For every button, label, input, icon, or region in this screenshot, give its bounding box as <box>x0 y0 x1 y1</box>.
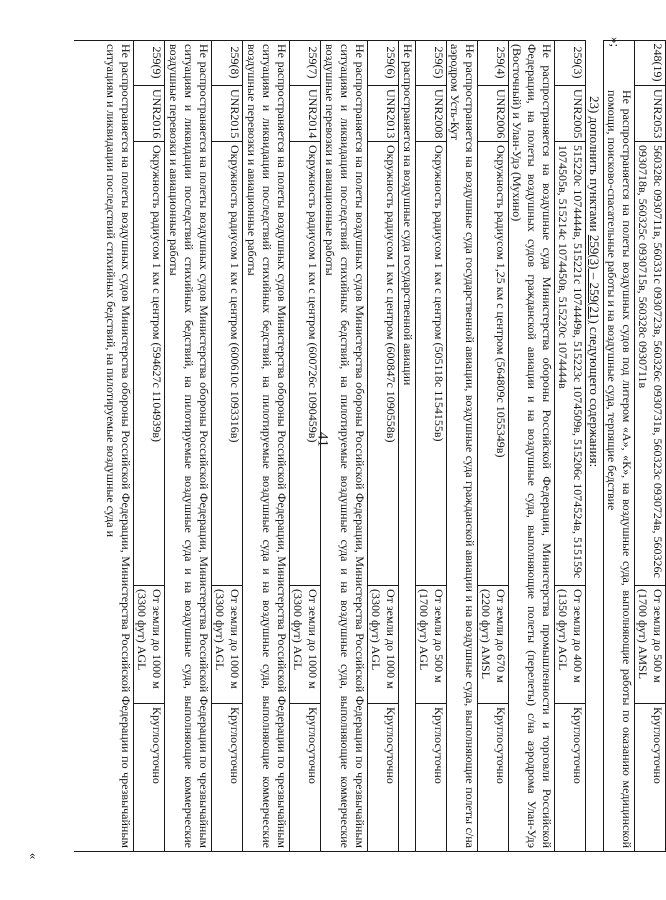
row-number: 259(9) <box>134 40 164 86</box>
zone-boundary: 515220с 1074444в, 515221с 1074449в, 515223с 1074509в, 515206с 1074524в, 515159с 1074505в, 515214с 1074450в, 515220с 1074444в <box>555 142 585 586</box>
zone-altitude: От земли до 500 м (1700 фут) AGL <box>416 586 446 704</box>
zone-schedule: Круглосуточно <box>494 707 508 784</box>
opening-quote-mark: « <box>26 852 42 860</box>
row-note: Не распространяется на полеты воздушных судов Министерства обороны Российской Федерации, Министерства Российской Федерации по чрезвычайным ситуациям и ликвидации последствий стихийных бедствий, на пилотируемые воздушные суда и на воздушные суда, выполняющие коммерческие воздушные перевозки и авиационные работы <box>245 44 289 848</box>
row-divider <box>415 40 416 852</box>
row-divider <box>477 40 478 852</box>
row-note: Не распространяется на воздушные суда государственной авиации, воздушные суда гражданской авиации и на воздушные суда, выполняющие полеты с/на аэродром Усть-Кут <box>448 44 477 848</box>
row-note: Не распространяется на полеты воздушных судов под литером «А», «К», на воздушные суда, выполняющие работы по оказанию медицинской помощи, поисково-спасательные работы и на воздушные суда, терпящие бедствие <box>605 90 634 848</box>
row-number: 259(3) <box>555 40 585 86</box>
zone-altitude: От земли до 1000 м (3300 фут) AGL <box>368 586 398 704</box>
zone-schedule: Круглосуточно <box>228 707 242 784</box>
zone-altitude: От земли до 1000 м (3300 фут) AGL <box>290 586 320 704</box>
row-divider <box>133 40 134 852</box>
table-row <box>290 40 320 852</box>
clause-range: 259(3) – 259(21) <box>587 234 602 324</box>
zone-code: UNR2008 <box>416 86 446 142</box>
row-note: Не распространяется на воздушные суда Министерства обороны Российской Федерации, Министерства промышленности и торговли Российской Федерации, на полеты воздушных судов гражданской авиации и на воздушные суда, выполняющие полеты (перелеты) с/на аэродрома Улан-Удэ (Восточный) и Улан-Удэ (Мухино) <box>510 44 554 848</box>
zone-altitude: От земли до 500 м (1700 фут) AMSL <box>635 586 665 704</box>
zone-schedule: Круглосуточно <box>651 707 665 784</box>
row-note: Не распространяется на полеты воздушных судов Министерства обороны Российской Федерации, Министерства Российской Федерации по чрезвычайным ситуациям и ликвидации последствий стихийных бедствий, на пилотируемые воздушные суда и на воздушные суда, выполняющие коммерческие воздушные перевозки и авиационные работы <box>167 44 211 848</box>
clause-23 <box>587 96 602 467</box>
row-divider <box>367 40 368 852</box>
row-note: Не распространяется на полеты воздушных судов Министерства обороны Российской Федерации, Министерства Российской Федерации по чрезвычайным ситуациям и ликвидации последствий стихийных бедствий, на пилотируемые воздушные суда и <box>104 44 133 848</box>
zone-schedule: Круглосуточно <box>306 707 320 784</box>
zone-code: UNR2005 <box>555 86 585 142</box>
row-number: 248(19) <box>635 40 665 86</box>
zone-code: UNR2015 <box>212 86 242 142</box>
row-number: 259(4) <box>478 40 508 86</box>
zone-altitude: От земли до 400 м (1350 фут) AGL <box>555 586 585 704</box>
clause-prefix: 23) дополнить пунктами <box>587 96 602 235</box>
rotated-table-block <box>74 40 666 852</box>
zone-altitude: От земли до 1000 м (3300 фут) AGL <box>134 586 164 704</box>
zone-boundary: Окружность радиусом 1,25 км с центром (564809с 1055349в) <box>478 142 508 586</box>
zone-boundary: Окружность радиусом 1 км с центром (594627с 1104939в) <box>134 142 164 586</box>
zone-boundary: Окружность радиусом 1 км с центром (505118с 1154155в) <box>416 142 446 586</box>
row-divider <box>554 40 555 852</box>
closing-quote-mark: »; <box>608 36 624 48</box>
table-row <box>555 40 585 852</box>
row-number: 259(5) <box>416 40 446 86</box>
table-row <box>134 40 164 852</box>
zone-altitude: От земли до 670 м (2200 фут) AMSL <box>478 586 508 704</box>
zone-boundary: Окружность радиусом 1 км с центром (600610с 1093316в) <box>212 142 242 586</box>
zone-schedule: Круглосуточно <box>150 707 164 784</box>
row-divider <box>289 40 290 852</box>
zone-code: UNR2014 <box>290 86 320 142</box>
table-row <box>478 40 508 852</box>
zone-schedule: Круглосуточно <box>432 707 446 784</box>
row-note: Не распространяется на полеты воздушных судов Министерства обороны Российской Федерации, Министерства Российской Федерации по чрезвычайным ситуациям и ликвидации последствий стихийных бедствий, на пилотируемые воздушные суда и на воздушные суда, выполняющие коммерческие воздушные перевозки и авиационные работы <box>323 44 367 848</box>
table-top-border <box>585 40 586 852</box>
row-divider <box>634 40 635 852</box>
zone-altitude: От земли до 1000 м (3300 фут) AGL <box>212 586 242 704</box>
zone-code: UNR2006 <box>478 86 508 142</box>
zone-code: UNR2053 <box>635 86 665 142</box>
row-divider <box>211 40 212 852</box>
table-row <box>368 40 398 852</box>
table-row <box>416 40 446 852</box>
row-note: Не распространяется на воздушные суда государственной авиации <box>401 44 415 386</box>
zone-boundary: Окружность радиусом 1 км с центром (600847с 1090558в) <box>368 142 398 586</box>
row-divider <box>603 40 604 852</box>
page-number: 41 <box>314 432 331 447</box>
row-number: 259(7) <box>290 40 320 86</box>
row-divider <box>242 40 243 852</box>
row-number: 259(8) <box>212 40 242 86</box>
row-divider <box>398 40 399 852</box>
row-divider <box>446 40 447 852</box>
row-divider <box>320 40 321 852</box>
table-row <box>212 40 242 852</box>
row-number: 259(6) <box>368 40 398 86</box>
left-border <box>74 40 586 41</box>
right-border <box>74 851 666 852</box>
clause-suffix: следующего содержания: <box>587 323 602 468</box>
zone-schedule: Круглосуточно <box>384 707 398 784</box>
row-divider <box>508 40 509 852</box>
zone-schedule: Круглосуточно <box>571 707 585 784</box>
row-divider <box>164 40 165 852</box>
zone-code: UNR2013 <box>368 86 398 142</box>
zone-code: UNR2016 <box>134 86 164 142</box>
table-row <box>635 40 665 852</box>
zone-boundary: 560328с 0930711в, 560331с 0930723в, 560326с 0930731в, 560323с 0930724в, 560326с 0930718в, 560325с 0930715в, 560328с 0930711в <box>635 142 665 586</box>
zone-boundary: Окружность радиусом 1 км с центром (600726с 1090459в) <box>290 142 320 586</box>
